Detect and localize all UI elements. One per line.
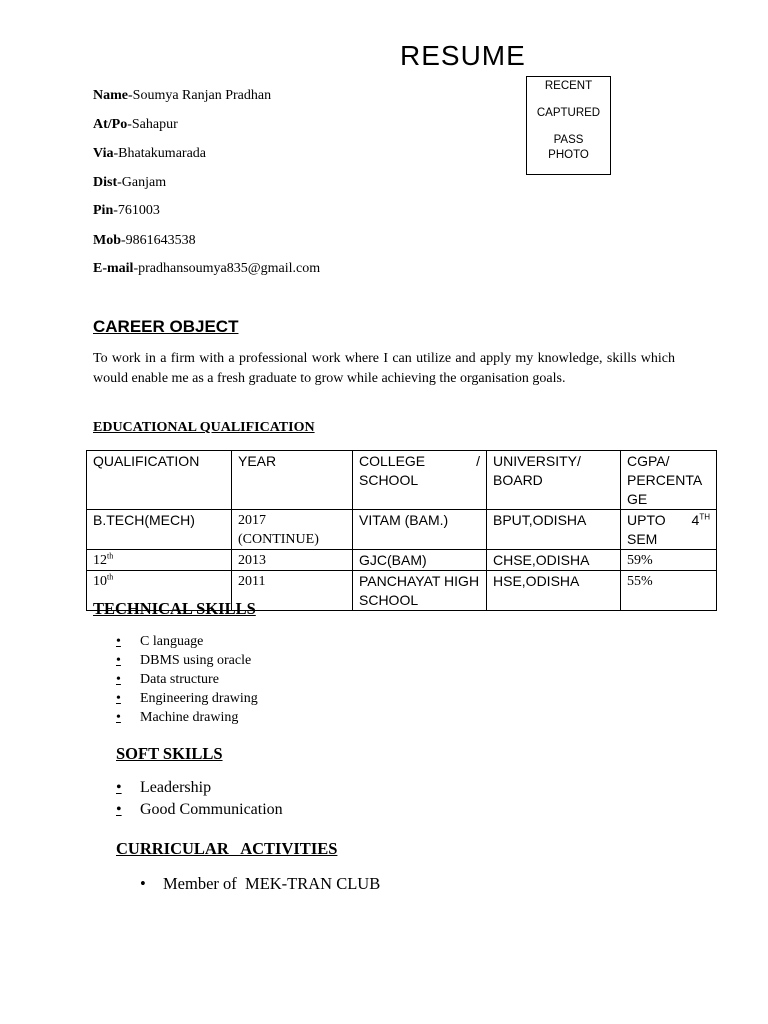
info-value: -Ganjam bbox=[117, 175, 167, 190]
cell-qualification: B.TECH(MECH) bbox=[87, 510, 232, 550]
header-cgpa: CGPA/ PERCENTA GE bbox=[621, 451, 717, 510]
info-value: -Soumya Ranjan Pradhan bbox=[128, 88, 272, 103]
info-email bbox=[93, 261, 320, 277]
list-item-text: Data structure bbox=[140, 672, 219, 687]
cell-year: 2017 (CONTINUE) bbox=[232, 510, 353, 550]
curricular-heading: CURRICULAR ACTIVITIES bbox=[116, 839, 338, 858]
table-row bbox=[87, 550, 717, 571]
info-label: Mob bbox=[93, 233, 121, 248]
info-via bbox=[93, 146, 206, 162]
cell-cgpa-num bbox=[692, 511, 710, 530]
list-item-text: DBMS using oracle bbox=[140, 653, 252, 668]
bullet-icon: • bbox=[116, 691, 121, 706]
info-pin bbox=[93, 203, 160, 219]
cell-university: HSE,ODISHA bbox=[487, 571, 621, 611]
bullet-icon: • bbox=[116, 672, 121, 687]
list-item-text: Good Communication bbox=[140, 801, 283, 818]
education-heading: EDUCATIONAL QUALIFICATION bbox=[93, 420, 315, 435]
cell-year: 2011 bbox=[232, 571, 353, 611]
bullet-icon: • bbox=[116, 710, 121, 725]
header-qualification: QUALIFICATION bbox=[87, 451, 232, 510]
photo-label-2: CAPTURED bbox=[536, 107, 601, 119]
education-table bbox=[86, 450, 717, 611]
photo-label-4: PHOTO bbox=[548, 149, 589, 161]
cell-university: CHSE,ODISHA bbox=[487, 550, 621, 571]
header-year: YEAR bbox=[232, 451, 353, 510]
info-label: Via bbox=[93, 146, 114, 161]
info-value: -pradhansoumya835@gmail.com bbox=[133, 261, 321, 276]
technical-list bbox=[116, 634, 258, 729]
cell-college: PANCHAYAT HIGH SCHOOL bbox=[353, 571, 487, 611]
info-value: -9861643538 bbox=[121, 233, 196, 248]
bullet-icon: • bbox=[116, 801, 122, 818]
list-item bbox=[116, 801, 283, 823]
cell-qualification bbox=[87, 550, 232, 571]
info-label: Dist bbox=[93, 175, 118, 190]
cell-qualification-sup: th bbox=[107, 551, 114, 561]
cell-qualification-num: 12 bbox=[93, 553, 107, 568]
photo-placeholder bbox=[526, 76, 611, 175]
header-college-word: COLLEGE bbox=[359, 453, 426, 469]
cell-cgpa-sup: TH bbox=[699, 512, 710, 522]
list-item bbox=[116, 710, 258, 729]
cell-year: 2013 bbox=[232, 550, 353, 571]
list-item bbox=[116, 672, 258, 691]
info-atpo bbox=[93, 117, 178, 133]
info-name bbox=[93, 88, 271, 104]
info-value: -Sahapur bbox=[127, 117, 178, 132]
table-header-row bbox=[87, 451, 717, 510]
info-label: E-mail bbox=[93, 261, 134, 276]
info-value: -Bhatakumarada bbox=[113, 146, 206, 161]
cell-qualification-num: 10 bbox=[93, 574, 107, 589]
cell-university: BPUT,ODISHA bbox=[487, 510, 621, 550]
cell-cgpa-sem: SEM bbox=[627, 531, 658, 547]
bullet-icon: • bbox=[116, 779, 122, 796]
soft-skills-heading: SOFT SKILLS bbox=[116, 744, 223, 763]
cell-qualification-sup: th bbox=[107, 572, 114, 582]
bullet-icon: • bbox=[116, 653, 121, 668]
cell-cgpa bbox=[621, 510, 717, 550]
list-item-text: Leadership bbox=[140, 779, 212, 796]
list-item-text: Member of MEK-TRAN CLUB bbox=[163, 874, 381, 893]
photo-label-3: PASS bbox=[553, 134, 584, 146]
bullet-icon: • bbox=[140, 874, 146, 893]
header-college bbox=[353, 451, 487, 510]
career-text: To work in a firm with a professional work where I can utilize and apply my knowledge, skills which would enable me as a fresh graduate to grow while achieving the organisation goals. bbox=[93, 351, 675, 386]
cell-cgpa-digit: 4 bbox=[691, 512, 700, 528]
bullet-icon: • bbox=[116, 634, 121, 649]
header-university: UNIVERSITY/ BOARD bbox=[487, 451, 621, 510]
cell-college: GJC(BAM) bbox=[353, 550, 487, 571]
info-label: Pin bbox=[93, 203, 114, 218]
technical-heading: TECHNICAL SKILLS bbox=[93, 599, 256, 618]
list-item bbox=[140, 874, 380, 896]
info-label: Name bbox=[93, 88, 128, 103]
soft-skills-list bbox=[116, 779, 283, 823]
list-item bbox=[116, 634, 258, 653]
info-value: -761003 bbox=[113, 203, 160, 218]
curricular-list bbox=[140, 874, 380, 896]
info-dist bbox=[93, 175, 166, 191]
info-label: At/Po bbox=[93, 117, 128, 132]
career-heading: CAREER OBJECT bbox=[93, 317, 239, 336]
page-title: RESUME bbox=[400, 40, 526, 71]
list-item-text: C language bbox=[140, 634, 204, 649]
list-item-text: Machine drawing bbox=[140, 710, 239, 725]
list-item bbox=[116, 779, 283, 801]
list-item bbox=[116, 653, 258, 672]
cell-cgpa-upto: UPTO bbox=[627, 512, 666, 528]
cell-cgpa: 55% bbox=[621, 571, 717, 611]
cell-college: VITAM (BAM.) bbox=[353, 510, 487, 550]
info-mob bbox=[93, 233, 196, 249]
header-college-slash: / bbox=[476, 453, 480, 469]
header-college-school: SCHOOL bbox=[359, 472, 419, 488]
table-row bbox=[87, 510, 717, 550]
photo-label-1: RECENT bbox=[544, 80, 593, 92]
list-item bbox=[116, 691, 258, 710]
list-item-text: Engineering drawing bbox=[140, 691, 258, 706]
cell-cgpa: 59% bbox=[621, 550, 717, 571]
